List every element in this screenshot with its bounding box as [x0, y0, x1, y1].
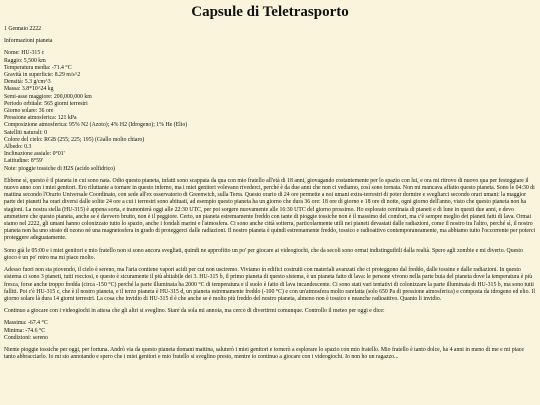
planet-info-line: Latitudine: 8°59': [4, 158, 43, 165]
planet-info-line: Densità: 5.3 g/cm^3: [4, 79, 51, 86]
diary-body: [4, 178, 536, 315]
diary-paragraph: Ebbene sì, questo è il pianeta in cui sono nata. Odio questo pianeta, infatti sono scappata da qua con mio fratello all'età di 18 anni, giovagando costantemente per lo spazio con lui, e ora mi ritrovo di nuovo qua per festeggiare il nuovo anno con i miei genitori. Ero riluttante a tornare in questo inferno, ma i miei genitori volevano rivederci, perché è da due anni che non ci vediamo, così sono tornata. Non mi mancava affatto questo pianeta. Sono le 04:30 di mattina secondo l'Orario Universale Coordinato, con sede all'ex osservatorio di Greenwich, sulla Terra. Questo orario di 24 ore permette a noi umani extra-terrestri di poter dormire e svegliarci secondo orari umani: la maggior parte dei pianeti ha orari diversi dalle solite 24 ore a cui i terrestri sono abituati, ad esempio questo pianeta ha un giorno che dura 36 ore: 18 ore di giorno e 18 ore di notte, ogni giorno dell'anno, visto che questo pianeta non ha stagioni. La nostra stella (HU-315) è appena sorta, e tramonterà oggi alle 22:30 UTC, per poi sorgere nuovamente alle 16:30 UTC del giorno prossimo. Ho esplorato centinaia di pianeti e di lune in questi due anni, e devo ammettere che questo pianeta, anche se è davvero brutto, non è il peggiore. Certo, un pianeta estremamente freddo con tante di pioggie tossiche non è il massimo del comfort, ma c'è sempre meglio dei pianeti fatti di lava. Ormai siamo nel 2222, gli umani hanno colonizzato tutto lo spazio, anche i fondali marini e l'atmosfera. Ci sono anche città sotterra, particolarmente utili nei pianeti devastati dalle radiazioni, come il nostro tra l'altro, perché sì, il nostro pianeta non ha uno strato di ozono né una magnetosfera in grado di proteggerci dalle radiazioni. Il nostro pianeta è quindi estremamente freddo, tossico e radioattivo contemporaneamente, ma abbiamo tutto l'occorrente per poterci proteggere adeguatamente.: [4, 177, 536, 242]
planet-info-line: Periodo orbitale: 565 giorni terrestri: [4, 100, 88, 107]
planet-info-line: Temperatura media: -71.4 °C: [4, 64, 72, 71]
planet-info-line: Colore del cielo: RGB (255; 225; 195) (Giallo molto chiaro): [4, 136, 145, 143]
diary-paragraph: Sono già le 05:00 e i miei genitori e mio fratello non si sono ancora svegliati, quindi ne approfitto un po' per giocare ai videogiochi, che da secoli sono ormai indistinguibili dalla realtà. Spero agli zombie e mi diverto. Questo gioco è un po' retro ma mi piace molto.: [4, 247, 523, 261]
planet-info-line: Pressione atmosferica: 121 kPa: [4, 115, 77, 122]
planet-info-list: [4, 50, 536, 172]
planet-info-line: Raggio: 5,500 km: [4, 57, 46, 64]
diary-paragraph: Adesso fuori non sta piovendo, il cielo è sereno, ma l'aria contiene vapori acidi per cui non usciremo. Viviamo in edifici costruiti con materiali avanzati che ci proteggono dal freddo, dalle tossine e dalle radiazioni. In questo sistema ci sono 3 pianeti, tutti rocciosi, e questo è sicuramente il più abitabile dei 3. HU-315 b, il primo pianeta di questo sistema, è un pianeta fatto di lava: le persone vivono nella parte buia del pianeta dove la temperatura è più fresca, forse anche troppo fredda (circa -150 °C) perché la parte illuminata ha 2000 °C di temperatura e il suolo è fatto di lava incandescente. Ci sono stati vari tentativi di colonizzare la parte illuminata di HU-315 b, ma sono tutti falliti. Poi c'è HU-315 c, che è il nostro pianeta, e il terzo pianeta è HU-315 d, un pianeta estremamente freddo (-100 °C) e con un'atmosfera molto rarefatta (solo 650 Pa di pressione atmosferica) e composta da idrogeno ed elio. Il giorno solare là dura 14 giorni terrestri. La cosa che invidio di HU-315 d è che anche se è molto più freddo del nostro pianeta, almeno non è tossico e neanche radioattivo. Quanto li invidio.: [4, 267, 535, 302]
weather-line: Minima: -74.6 °C: [4, 327, 46, 334]
diary-paragraph: Continuo a giocare con i videogiochi in attesa che gli altri si sveglino. Stare da sola mi annoia, ma cerco di divertirmi comunque. Controllo il meteo per oggi e dice:: [4, 308, 385, 315]
planet-info-line: Giorno solare: 36 ore: [4, 108, 54, 115]
planet-info-line: Nome: HU-315 c: [4, 50, 45, 57]
page-title: Capsule di Teletrasporto: [191, 4, 349, 20]
planet-info-line: Composizione atmosferica: 95% N2 (Azoto); 4% H2 (Idrogeno); 1% He (Elio): [4, 122, 188, 129]
planet-info-line: Massa: 3.8*10^24 kg: [4, 86, 54, 93]
planet-info-line: Satelliti naturali: 0: [4, 129, 48, 136]
weather-line: Condizioni: sereno: [4, 334, 48, 341]
weather-forecast: [4, 320, 536, 342]
section-title: Informazioni pianeta: [4, 38, 53, 45]
planet-info-line: Inclinazione assiale: 0°01': [4, 151, 65, 158]
diary-final-paragraph: Niente pioggie tossiche per oggi, per fortuna. Andrò via da questo pianeta domani mattina, saluterò i miei genitori e tornerò a esplorare lo spazio con mio fratello. Mio fratello è tanto dolce, ha 4 anni in meno di me e mi piace tanto abbracciarlo. Io mi sto annoiando e spero che i miei genitori e mio fratello si sveglino presto, mentre io continuo a giocare con i videogiochi. Io non ho un ragazzo...: [4, 346, 524, 361]
planet-info-line: Gravità in superficie: 8.29 m/s^2: [4, 72, 81, 79]
planet-info-line: Semi-asse maggiore: 200,000,000 km: [4, 93, 92, 100]
planet-info-line: Albedo: 0.3: [4, 144, 32, 151]
entry-date: 1 Gennaio 2222: [4, 26, 42, 32]
weather-line: Massima: -67.4 °C: [4, 320, 48, 327]
planet-info-line: Note: pioggie tossiche di H2S (acido solfidrico): [4, 165, 116, 172]
